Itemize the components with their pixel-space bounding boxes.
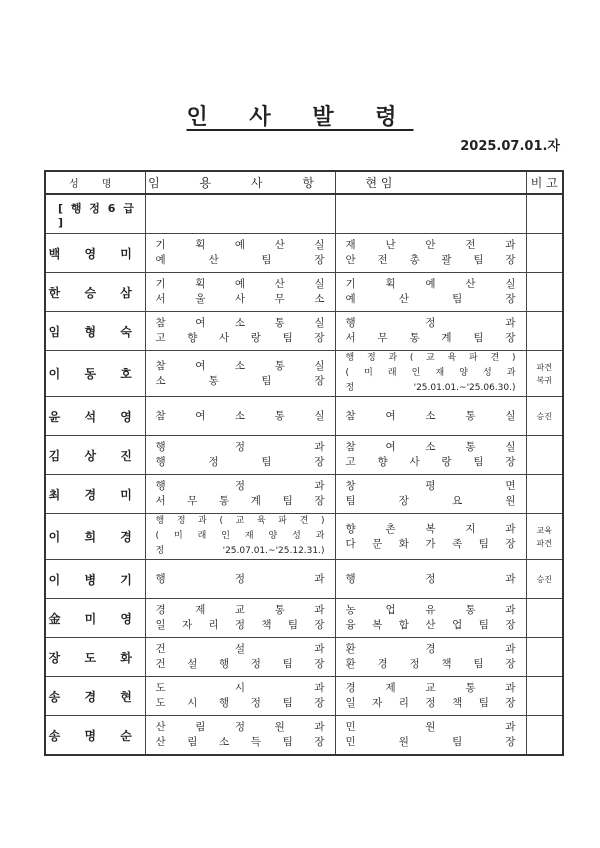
current-line: 서 무 통 계 팀 장 [345,332,516,344]
appointment-line: 도 시 과 [155,682,325,694]
appointment-line: 행 정 과 ( 교 육 파 견 ) [155,516,325,526]
appointment-cell [145,397,335,436]
table-header [45,171,563,194]
appointment-line: 행 정 과 [155,480,325,492]
current-line: ( 미 래 인 재 양 성 과 [345,368,516,378]
employee-name: 이 희 경 [45,514,145,560]
current-cell [335,677,526,716]
appointment-cell [145,475,335,514]
current-line: 농 업 유 통 과 [345,604,516,616]
appointment-line: 산 림 소 득 팀 장 [155,736,325,748]
current-cell [335,436,526,475]
current-line: 민 원 팀 장 [345,736,516,748]
appointment-line: 기 획 예 산 실 [155,239,325,251]
appointment-cell [145,638,335,677]
current-line: 재 난 안 전 과 [345,239,516,251]
appointment-line: 경 제 교 통 과 [155,604,325,616]
current-cell [335,312,526,351]
current-line: 창 평 면 [345,480,516,492]
appointment-line: 예 산 팀 장 [155,254,325,266]
current-line: 다 문 화 가 족 팀 장 [345,537,516,550]
note-cell: 교육 파견 [526,514,563,560]
appointment-cell [145,514,335,560]
current-line: 행 정 과 ( 교 육 파 견 ) [345,353,516,363]
appointment-cell [145,599,335,638]
note-cell [526,716,563,756]
current-cell [335,273,526,312]
current-line: 행 정 과 [345,572,516,585]
appointment-line: 고 향 사 랑 팀 장 [155,332,325,344]
appointment-line: ( 미 래 인 재 양 성 과 [155,531,325,541]
table-row [45,677,563,716]
appointment-line: 산 림 정 원 과 [155,721,325,733]
effective-date: 2025.07.01.자 [460,139,560,154]
header-current-label: 현 임 [365,176,393,190]
current-cell [335,234,526,273]
table-row [45,599,563,638]
header-note: 비 고 [526,171,563,194]
note-cell: 승진 [526,397,563,436]
employee-name: 임 형 숙 [45,312,145,351]
current-line: 환 경 정 책 팀 장 [345,658,516,670]
appointment-line: 건 설 행 정 팀 장 [155,658,325,670]
table-row [45,397,563,436]
note-cell [526,436,563,475]
table-row [45,273,563,312]
employee-name: 김 상 진 [45,436,145,475]
employee-name: 한 승 삼 [45,273,145,312]
appointment-line: 소 통 팀 장 [155,374,325,387]
current-line: 융 복 합 산 업 팀 장 [345,619,516,631]
table-row [45,234,563,273]
appointment-line: 행 정 과 [155,572,325,585]
note-cell: 승진 [526,560,563,599]
current-cell [335,475,526,514]
current-line: 예 산 팀 장 [345,293,516,305]
page-title: 인 사 발 령 [186,105,414,130]
current-line: 정 '25.01.01.~'25.06.30.) [345,383,516,393]
appointment-cell [145,351,335,397]
current-line: 안 전 총 괄 팀 장 [345,254,516,266]
table-row [45,475,563,514]
table-row [45,351,563,397]
current-line: 향 촌 복 지 과 [345,522,516,535]
current-line: 참 여 소 통 실 [345,409,516,422]
current-line: 팀 장 요 원 [345,495,516,507]
employee-name: 백 영 미 [45,234,145,273]
header-name: 성 명 [45,171,145,194]
personnel-table [44,170,564,756]
current-cell [335,638,526,677]
table-row [45,638,563,677]
table-row [45,716,563,756]
employee-name: 이 병 기 [45,560,145,599]
employee-name: 송 명 순 [45,716,145,756]
table-row [45,312,563,351]
current-cell [335,514,526,560]
appointment-line: 일 자 리 정 책 팀 장 [155,619,325,631]
current-line: 민 원 과 [345,721,516,733]
appointment-line: 행 정 팀 장 [155,456,325,468]
grade-label: [ 행 정 6 급 ] [45,194,145,234]
note-cell [526,234,563,273]
current-line: 고 향 사 랑 팀 장 [345,456,516,468]
current-cell [335,397,526,436]
appointment-cell [145,234,335,273]
employee-name: 金 미 영 [45,599,145,638]
note-cell [526,273,563,312]
current-line: 경 제 교 통 과 [345,682,516,694]
appointment-line: 서 무 통 계 팀 장 [155,495,325,507]
current-cell [335,716,526,756]
header-current [335,171,526,194]
header-appointment: 임 용 사 항 [145,171,335,194]
appointment-line: 정 '25.07.01.~'25.12.31.) [155,546,325,556]
appointment-line: 서 울 사 무 소 [155,293,325,305]
note-cell [526,599,563,638]
appointment-line: 도 시 행 정 팀 장 [155,697,325,709]
employee-name: 최 경 미 [45,475,145,514]
current-line: 환 경 과 [345,643,516,655]
current-cell [335,351,526,397]
note-cell [526,677,563,716]
current-line: 행 정 과 [345,317,516,329]
employee-name: 장 도 화 [45,638,145,677]
appointment-line: 행 정 과 [155,441,325,453]
employee-name: 이 동 호 [45,351,145,397]
appointment-line: 기 획 예 산 실 [155,278,325,290]
current-cell [335,560,526,599]
note-cell [526,312,563,351]
appointment-cell [145,436,335,475]
note-cell: 파견 복귀 [526,351,563,397]
appointment-cell [145,677,335,716]
appointment-cell [145,560,335,599]
appointment-line: 참 여 소 통 실 [155,409,325,422]
current-line: 참 여 소 통 실 [345,441,516,453]
appointment-line: 참 여 소 통 실 [155,317,325,329]
table-row [45,514,563,560]
table-row [45,560,563,599]
employee-name: 윤 석 영 [45,397,145,436]
employee-name: 송 경 현 [45,677,145,716]
appointment-cell [145,273,335,312]
appointment-line: 건 설 과 [155,643,325,655]
note-cell [526,638,563,677]
table-row [45,436,563,475]
appointment-line: 참 여 소 통 실 [155,359,325,372]
note-cell [526,475,563,514]
grade-row [45,194,563,234]
appointment-cell [145,312,335,351]
current-cell [335,599,526,638]
appointment-cell [145,716,335,756]
current-line: 일 자 리 정 책 팀 장 [345,697,516,709]
current-line: 기 획 예 산 실 [345,278,516,290]
